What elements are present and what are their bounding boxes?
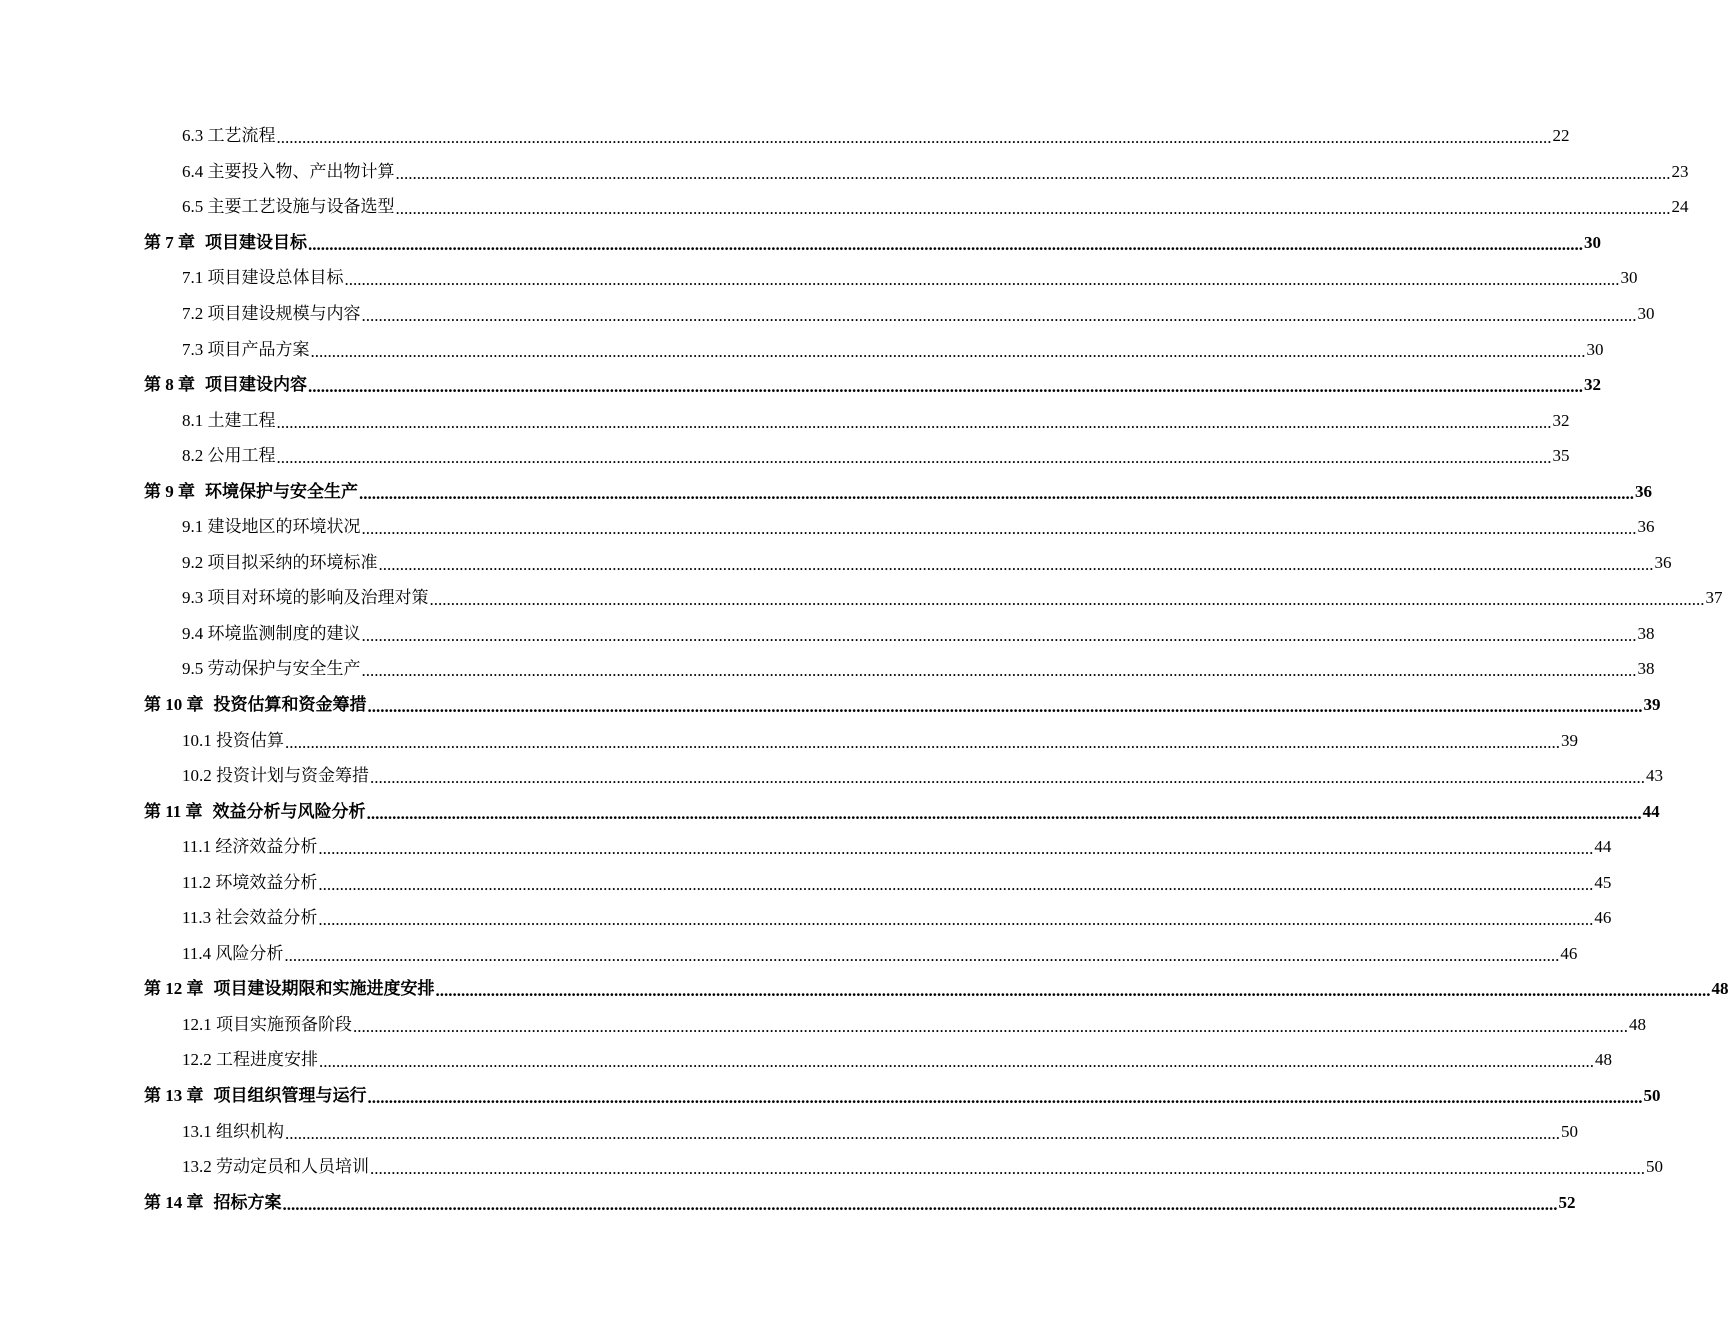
toc-page-number: 38 xyxy=(1637,623,1655,643)
dot-leader: ............................................................................................................................................................................................................................................................................................................ xyxy=(318,874,1594,894)
toc-page-number: 50 xyxy=(1561,1121,1578,1141)
toc-section-entry[interactable] xyxy=(182,296,1655,332)
toc-page-number: 36 xyxy=(1635,481,1652,501)
toc-page-number: 50 xyxy=(1646,1157,1663,1177)
toc-entry-label: 11.3 社会效益分析 xyxy=(182,908,318,928)
toc-chapter-number: 第 11 章 xyxy=(144,801,203,821)
toc-page-number: 35 xyxy=(1552,446,1570,466)
toc-page-number: 39 xyxy=(1561,730,1578,750)
toc-page-number: 48 xyxy=(1595,1050,1612,1070)
toc-entry-label: 12.1 项目实施预备阶段 xyxy=(182,1014,352,1034)
toc-entry-label: 10.1 投资估算 xyxy=(182,730,284,750)
toc-section-entry[interactable] xyxy=(182,118,1570,154)
toc-entry-label: 10.2 投资计划与资金筹措 xyxy=(182,766,369,786)
toc-chapter-number: 第 13 章 xyxy=(144,1086,204,1106)
dot-leader: ............................................................................................................................................................................................................................................................................................................ xyxy=(361,625,1637,645)
toc-chapter-title: 环境保护与安全生产 xyxy=(205,481,358,501)
dot-leader: ............................................................................................................................................................................................................................................................................................................ xyxy=(284,945,1560,965)
toc-chapter-number: 第 12 章 xyxy=(144,979,204,999)
toc-entry-label xyxy=(144,696,367,713)
dot-leader: ............................................................................................................................................................................................................................................................................................................ xyxy=(395,163,1671,183)
toc-page-number: 36 xyxy=(1654,552,1672,572)
toc-page-number: 44 xyxy=(1642,801,1660,821)
dot-leader: ............................................................................................................................................................................................................................................................................................................ xyxy=(308,377,1583,397)
toc-section-entry[interactable] xyxy=(182,260,1638,296)
toc-section-entry[interactable] xyxy=(182,651,1655,687)
toc-entry-label: 8.1 土建工程 xyxy=(182,410,276,430)
toc-page-number: 48 xyxy=(1711,979,1729,999)
toc-entry-label: 11.4 风险分析 xyxy=(182,943,284,963)
dot-leader: ............................................................................................................................................................................................................................................................................................................ xyxy=(276,128,1552,148)
toc-chapter-title: 项目组织管理与运行 xyxy=(213,1086,367,1106)
dot-leader: ............................................................................................................................................................................................................................................................................................................ xyxy=(276,412,1552,432)
toc-entry-label: 7.2 项目建设规模与内容 xyxy=(182,304,361,323)
toc-chapter-title: 投资估算和资金筹措 xyxy=(213,695,367,715)
toc-chapter-title: 效益分析与风险分析 xyxy=(212,801,366,821)
toc-entry-label: 11.1 经济效益分析 xyxy=(182,837,318,857)
toc-page-number: 46 xyxy=(1594,908,1612,928)
toc-section-entry[interactable] xyxy=(182,402,1570,438)
toc-entry-label: 6.5 主要工艺设施与设备选型 xyxy=(182,197,395,217)
dot-leader: ............................................................................................................................................................................................................................................................................................................ xyxy=(367,697,1643,717)
toc-section-entry[interactable] xyxy=(182,864,1612,900)
toc-page-number: 50 xyxy=(1643,1086,1661,1106)
toc-chapter-entry[interactable] xyxy=(144,1184,1576,1220)
toc-chapter-entry[interactable] xyxy=(144,1078,1661,1114)
toc-page-number: 36 xyxy=(1637,517,1655,537)
toc-page-number: 46 xyxy=(1560,943,1578,963)
toc-section-entry[interactable] xyxy=(182,758,1663,794)
toc-page-number: 30 xyxy=(1586,339,1604,359)
toc-chapter-entry[interactable] xyxy=(144,367,1601,403)
dot-leader: ............................................................................................................................................................................................................................................................................................................ xyxy=(378,554,1654,574)
toc-section-entry[interactable] xyxy=(182,829,1612,865)
toc-chapter-number: 第 9 章 xyxy=(144,481,195,501)
toc-page-number: 32 xyxy=(1552,410,1570,430)
toc-entry-label: 9.2 项目拟采纳的环境标准 xyxy=(182,552,378,572)
toc-entry-label: 7.3 项目产品方案 xyxy=(182,339,310,359)
toc-entry-label: 8.2 公用工程 xyxy=(182,446,276,466)
toc-entry-label xyxy=(144,483,358,500)
dot-leader: ............................................................................................................................................................................................................................................................................................................ xyxy=(353,1016,1628,1036)
toc-chapter-entry[interactable] xyxy=(144,473,1652,509)
toc-section-entry[interactable] xyxy=(182,545,1672,581)
toc-entry-label xyxy=(144,803,366,820)
toc-section-entry[interactable] xyxy=(182,1007,1646,1043)
dot-leader: ............................................................................................................................................................................................................................................................................................................ xyxy=(318,910,1594,930)
toc-page-number: 22 xyxy=(1552,126,1570,146)
dot-leader: ............................................................................................................................................................................................................................................................................................................ xyxy=(429,590,1705,610)
table-of-contents xyxy=(0,118,1729,1220)
toc-section-entry[interactable] xyxy=(182,722,1578,758)
toc-section-entry[interactable] xyxy=(182,509,1655,545)
dot-leader: ............................................................................................................................................................................................................................................................................................................ xyxy=(318,839,1594,859)
toc-section-entry[interactable] xyxy=(182,189,1689,225)
toc-section-entry[interactable] xyxy=(182,616,1655,652)
toc-page-number: 43 xyxy=(1646,766,1663,786)
dot-leader: ............................................................................................................................................................................................................................................................................................................ xyxy=(366,803,1642,823)
toc-page-number: 30 xyxy=(1584,232,1601,252)
toc-entry-label xyxy=(144,1087,367,1104)
toc-entry-label xyxy=(144,234,307,251)
dot-leader: ............................................................................................................................................................................................................................................................................................................ xyxy=(344,270,1620,290)
toc-section-entry[interactable] xyxy=(182,1042,1612,1078)
dot-leader: ............................................................................................................................................................................................................................................................................................................ xyxy=(285,732,1560,752)
toc-page-number: 37 xyxy=(1705,588,1723,608)
dot-leader: ............................................................................................................................................................................................................................................................................................................ xyxy=(435,981,1711,1001)
toc-page-number: 30 xyxy=(1637,304,1655,323)
dot-leader: ............................................................................................................................................................................................................................................................................................................ xyxy=(361,306,1637,325)
toc-chapter-title: 项目建设目标 xyxy=(205,232,307,252)
toc-page-number: 30 xyxy=(1620,268,1638,288)
toc-section-entry[interactable] xyxy=(182,331,1604,367)
toc-section-entry[interactable] xyxy=(182,936,1578,972)
toc-page-number: 52 xyxy=(1558,1192,1576,1212)
toc-entry-label: 9.5 劳动保护与安全生产 xyxy=(182,659,361,679)
toc-section-entry[interactable] xyxy=(182,580,1723,616)
toc-section-entry[interactable] xyxy=(182,438,1570,474)
dot-leader: ............................................................................................................................................................................................................................................................................................................ xyxy=(359,483,1634,503)
toc-section-entry[interactable] xyxy=(182,1113,1578,1149)
toc-entry-label: 6.3 工艺流程 xyxy=(182,126,276,146)
toc-chapter-title: 项目建设期限和实施进度安排 xyxy=(213,979,435,999)
dot-leader: ............................................................................................................................................................................................................................................................................................................ xyxy=(319,1052,1594,1072)
dot-leader: ............................................................................................................................................................................................................................................................................................................ xyxy=(370,768,1645,788)
toc-entry-label: 12.2 工程进度安排 xyxy=(182,1050,318,1070)
toc-chapter-number: 第 14 章 xyxy=(144,1192,204,1212)
toc-chapter-entry[interactable] xyxy=(144,971,1729,1007)
toc-page-number: 39 xyxy=(1643,695,1661,715)
dot-leader: ............................................................................................................................................................................................................................................................................................................ xyxy=(367,1088,1643,1108)
toc-entry-label: 13.1 组织机构 xyxy=(182,1121,284,1141)
toc-section-entry[interactable] xyxy=(182,154,1689,190)
toc-entry-label: 9.4 环境监测制度的建议 xyxy=(182,623,361,643)
toc-page-number: 38 xyxy=(1637,659,1655,679)
toc-chapter-entry[interactable] xyxy=(144,225,1601,261)
toc-section-entry[interactable] xyxy=(182,1149,1663,1185)
toc-chapter-number: 第 7 章 xyxy=(144,232,195,252)
toc-chapter-entry[interactable] xyxy=(144,793,1660,829)
toc-entry-label: 7.1 项目建设总体目标 xyxy=(182,268,344,288)
toc-page-number: 48 xyxy=(1629,1014,1646,1034)
dot-leader: ............................................................................................................................................................................................................................................................................................................ xyxy=(285,1123,1560,1143)
toc-page-number: 23 xyxy=(1671,161,1689,181)
dot-leader: ............................................................................................................................................................................................................................................................................................................ xyxy=(370,1159,1645,1179)
toc-entry-label xyxy=(144,1194,282,1211)
toc-chapter-number: 第 10 章 xyxy=(144,695,204,715)
dot-leader: ............................................................................................................................................................................................................................................................................................................ xyxy=(276,448,1552,468)
toc-chapter-title: 项目建设内容 xyxy=(205,375,307,395)
toc-entry-label: 11.2 环境效益分析 xyxy=(182,872,318,892)
toc-page-number: 32 xyxy=(1584,375,1601,395)
toc-entry-label: 13.2 劳动定员和人员培训 xyxy=(182,1157,369,1177)
toc-chapter-title: 招标方案 xyxy=(213,1192,282,1212)
toc-section-entry[interactable] xyxy=(182,900,1612,936)
dot-leader: ............................................................................................................................................................................................................................................................................................................ xyxy=(310,341,1586,361)
toc-page-number: 45 xyxy=(1594,872,1612,892)
toc-entry-label xyxy=(144,376,307,393)
toc-chapter-number: 第 8 章 xyxy=(144,375,195,395)
toc-page-number: 44 xyxy=(1594,837,1612,857)
toc-chapter-entry[interactable] xyxy=(144,687,1661,723)
toc-entry-label: 9.1 建设地区的环境状况 xyxy=(182,517,361,537)
toc-entry-label: 6.4 主要投入物、产出物计算 xyxy=(182,161,395,181)
dot-leader: ............................................................................................................................................................................................................................................................................................................ xyxy=(282,1194,1558,1214)
toc-entry-label xyxy=(144,980,435,997)
dot-leader: ............................................................................................................................................................................................................................................................................................................ xyxy=(308,234,1583,254)
dot-leader: ............................................................................................................................................................................................................................................................................................................ xyxy=(395,199,1671,219)
dot-leader: ............................................................................................................................................................................................................................................................................................................ xyxy=(361,519,1637,539)
toc-page-number: 24 xyxy=(1671,197,1689,217)
toc-entry-label: 9.3 项目对环境的影响及治理对策 xyxy=(182,588,429,608)
dot-leader: ............................................................................................................................................................................................................................................................................................................ xyxy=(361,661,1637,681)
